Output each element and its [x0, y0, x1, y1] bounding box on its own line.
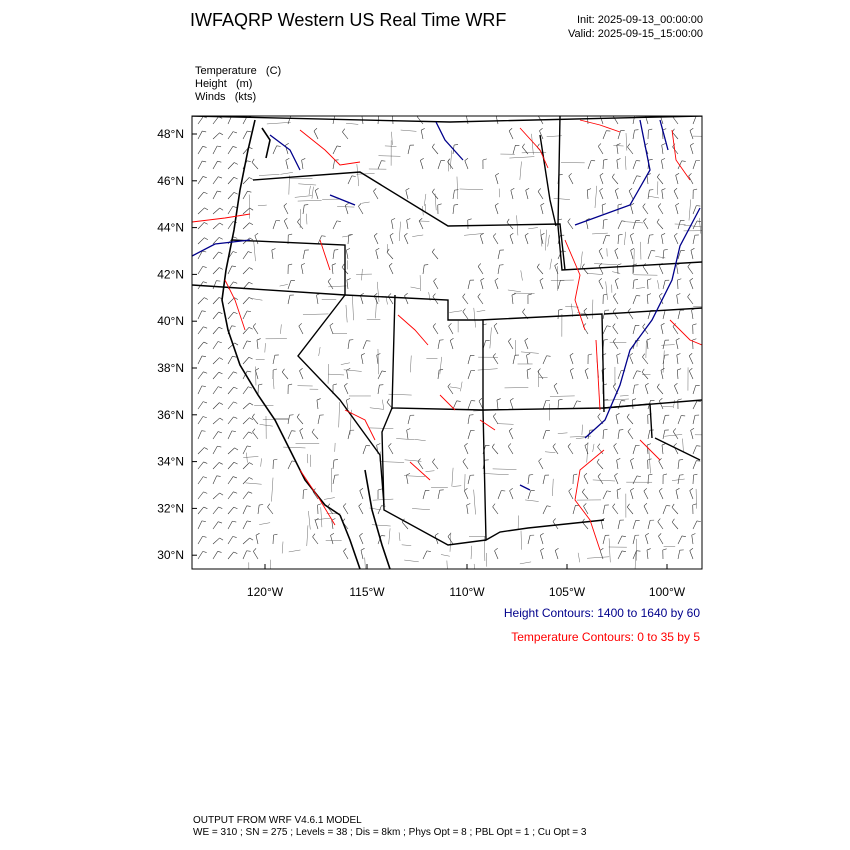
lon-tick-label: 115°W [349, 585, 385, 599]
lon-tick-label: 100°W [648, 585, 686, 599]
height-contours-legend: Height Contours: 1400 to 1640 by 60 [503, 606, 700, 620]
lat-tick-label: 48°N [157, 127, 184, 141]
field-winds: Winds (kts) [195, 91, 257, 103]
latitude-axis [157, 127, 197, 562]
map-title: IWFAQRP Western US Real Time WRF [190, 10, 507, 30]
lon-tick-label: 110°W [449, 585, 485, 599]
lon-tick-label: 120°W [246, 585, 284, 599]
lat-tick-label: 42°N [157, 267, 184, 282]
lon-tick-label: 105°W [548, 585, 586, 599]
lat-tick-label: 40°N [157, 314, 184, 329]
field-temperature: Temperature (C) [195, 65, 282, 77]
lat-tick-label: 44°N [157, 220, 184, 235]
model-version: OUTPUT FROM WRF V4.6.1 MODEL [193, 815, 362, 826]
lat-tick-label: 46°N [157, 173, 184, 188]
lat-tick-label: 38°N [157, 361, 184, 375]
lat-tick-label: 32°N [157, 501, 184, 516]
lat-tick-label: 36°N [157, 407, 184, 422]
temperature-contours-legend: Temperature Contours: 0 to 35 by 5 [511, 630, 700, 644]
model-settings: WE = 310 ; SN = 275 ; Levels = 38 ; Dis = 8km ; Phys Opt = 8 ; PBL Opt = 1 ; Cu Opt = 3 [193, 827, 587, 838]
field-height: Height (m) [195, 78, 253, 90]
init-time: Init: 2025-09-13_00:00:00 [577, 14, 703, 26]
lat-tick-label: 34°N [157, 454, 184, 469]
model-info [193, 815, 586, 839]
valid-time: Valid: 2025-09-15_15:00:00 [568, 28, 703, 40]
lat-tick-label: 30°N [157, 548, 184, 563]
